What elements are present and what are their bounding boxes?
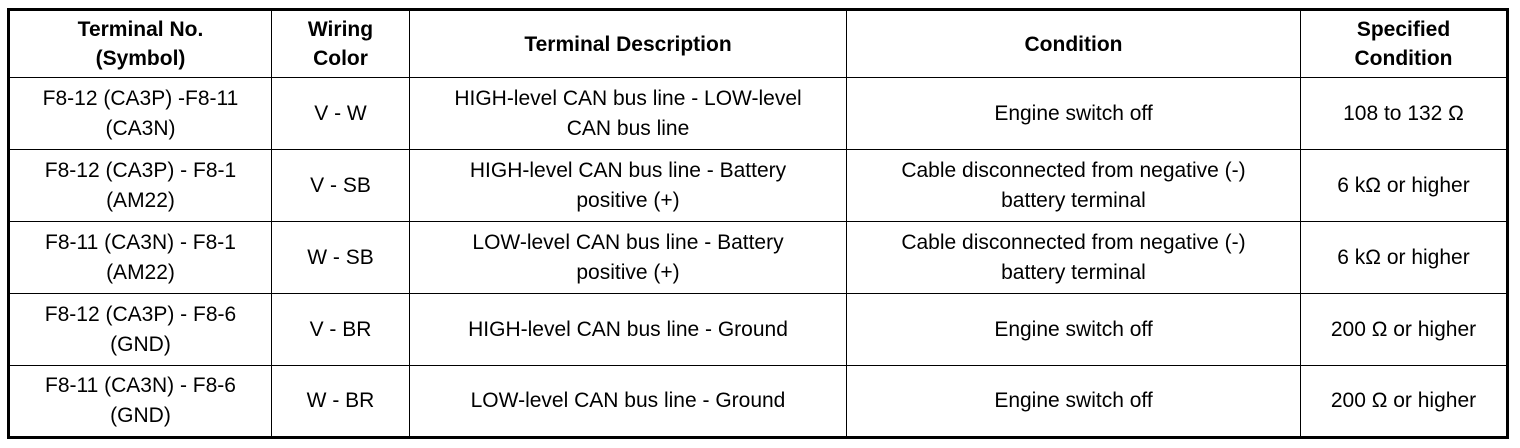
cell-wiring-color: W - BR bbox=[272, 366, 410, 438]
cell-terminal: F8-11 (CA3N) - F8-1 (AM22) bbox=[9, 222, 272, 294]
cell-terminal: F8-12 (CA3P) -F8-11 (CA3N) bbox=[9, 78, 272, 150]
cell-wiring-color: V - W bbox=[272, 78, 410, 150]
cell-condition: Engine switch off bbox=[847, 366, 1301, 438]
cell-description: HIGH-level CAN bus line - Battery positive (+) bbox=[410, 150, 847, 222]
cell-description: LOW-level CAN bus line - Battery positive (+) bbox=[410, 222, 847, 294]
cell-terminal: F8-12 (CA3P) - F8-6 (GND) bbox=[9, 294, 272, 366]
cell-description: LOW-level CAN bus line - Ground bbox=[410, 366, 847, 438]
cell-description: HIGH-level CAN bus line - LOW-level CAN bus line bbox=[410, 78, 847, 150]
table-row bbox=[9, 366, 1508, 438]
cell-condition: Cable disconnected from negative (-) battery terminal bbox=[847, 222, 1301, 294]
header-condition: Condition bbox=[847, 10, 1301, 78]
table-row bbox=[9, 294, 1508, 366]
cell-specified-condition: 6 kΩ or higher bbox=[1301, 222, 1508, 294]
cell-specified-condition: 108 to 132 Ω bbox=[1301, 78, 1508, 150]
cell-condition: Cable disconnected from negative (-) battery terminal bbox=[847, 150, 1301, 222]
cell-terminal: F8-12 (CA3P) - F8-1 (AM22) bbox=[9, 150, 272, 222]
table-row bbox=[9, 150, 1508, 222]
cell-specified-condition: 200 Ω or higher bbox=[1301, 366, 1508, 438]
header-terminal-description: Terminal Description bbox=[410, 10, 847, 78]
cell-specified-condition: 200 Ω or higher bbox=[1301, 294, 1508, 366]
terminal-spec-table bbox=[7, 8, 1509, 439]
header-terminal-no: Terminal No. (Symbol) bbox=[9, 10, 272, 78]
cell-terminal: F8-11 (CA3N) - F8-6 (GND) bbox=[9, 366, 272, 438]
cell-specified-condition: 6 kΩ or higher bbox=[1301, 150, 1508, 222]
header-specified-condition: Specified Condition bbox=[1301, 10, 1508, 78]
header-wiring-color: Wiring Color bbox=[272, 10, 410, 78]
table-row bbox=[9, 78, 1508, 150]
table-row bbox=[9, 222, 1508, 294]
cell-wiring-color: V - SB bbox=[272, 150, 410, 222]
cell-wiring-color: V - BR bbox=[272, 294, 410, 366]
cell-condition: Engine switch off bbox=[847, 294, 1301, 366]
cell-description: HIGH-level CAN bus line - Ground bbox=[410, 294, 847, 366]
cell-condition: Engine switch off bbox=[847, 78, 1301, 150]
cell-wiring-color: W - SB bbox=[272, 222, 410, 294]
table-header-row bbox=[9, 10, 1508, 78]
